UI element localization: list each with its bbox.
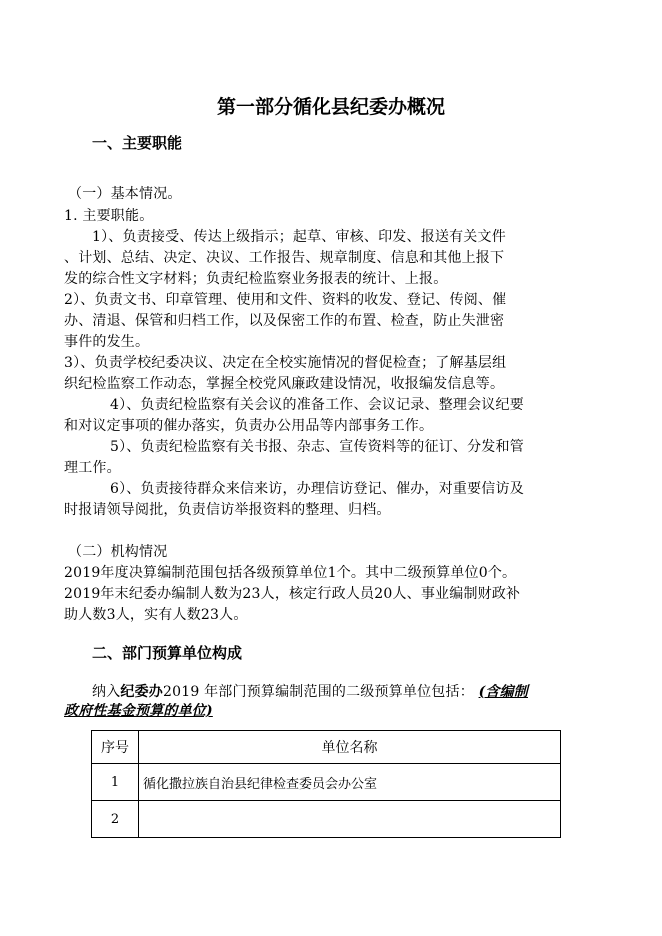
org-line-1: 2019年度决算编制范围包括各级预算单位1个。其中二级预算单位0个。 — [64, 565, 517, 581]
basic-info-heading: （一）基本情况。 — [68, 186, 182, 202]
intro-line-1 — [92, 681, 528, 701]
header-serial: 序号 — [92, 731, 139, 764]
table-row — [92, 801, 561, 838]
org-line-3: 助人数3人，实有人数23人。 — [64, 607, 248, 623]
duties-heading: 1. 主要职能。 — [64, 208, 154, 224]
table-header-row — [92, 731, 561, 764]
budget-units-table — [91, 730, 561, 838]
row-unit-name: 循化撒拉族自治县纪律检查委员会办公室 — [139, 764, 561, 801]
duty-2-line-2: 办、清退、保管和归档工作，以及保密工作的布置、检查，防止失泄密 — [64, 313, 505, 329]
intro-unit: 纪委办 — [120, 684, 164, 700]
duty-6-line-2: 时报请领导阅批，负责信访举报资料的整理、归档。 — [64, 502, 391, 518]
page-title: 第一部分循化县纪委办概况 — [216, 96, 445, 118]
intro-middle: 2019 年部门预算编制范围的二级预算单位包括： — [163, 684, 474, 700]
duty-4-line-1: 4）、负责纪检监察有关会议的准备工作、会议记录、整理会议纪要 — [110, 397, 524, 413]
duty-1-line-2: 、计划、总结、决定、决议、工作报告、规章制度、信息和其他上报下 — [64, 250, 505, 266]
table-row — [92, 764, 561, 801]
duty-6-line-1: 6）、负责接待群众来信来访，办理信访登记、催办，对重要信访及 — [110, 481, 524, 497]
duty-5-line-1: 5）、负责纪检监察有关书报、杂志、宣传资料等的征订、分发和管 — [110, 439, 524, 455]
row-serial: 1 — [92, 764, 139, 801]
duty-2-line-3: 事件的发生。 — [64, 334, 150, 350]
intro-note-start: (含编制 — [478, 684, 528, 700]
header-unit-name: 单位名称 — [139, 731, 561, 764]
duty-2-line-1: 2）、负责文书、印章管理、使用和文件、资料的收发、登记、传阅、催 — [64, 292, 507, 308]
duty-5-line-2: 理工作。 — [64, 460, 121, 476]
duty-1-line-3: 发的综合性文字材料；负责纪检监察业务报表的统计、上报。 — [64, 271, 448, 287]
duty-3-line-2: 织纪检监察工作动态，掌握全校党风廉政建设情况，收报编发信息等。 — [64, 376, 505, 392]
section-1-heading: 一、主要职能 — [92, 134, 183, 152]
row-serial: 2 — [92, 801, 139, 838]
intro-note-end: 政府性基金预算的单位) — [64, 703, 213, 719]
duty-1-line-1: 1）、负责接受、传达上级指示；起草、审核、印发、报送有关文件 — [92, 229, 506, 245]
section-2-heading: 二、部门预算单位构成 — [92, 644, 243, 662]
row-unit-name — [139, 801, 561, 838]
org-line-2: 2019年末纪委办编制人数为23人，核定行政人员20人、事业编制财政补 — [64, 586, 521, 602]
intro-prefix: 纳入 — [92, 684, 121, 700]
duty-4-line-2: 和对议定事项的催办落实，负责办公用品等内部事务工作。 — [64, 418, 434, 434]
duty-3-line-1: 3）、负责学校纪委决议、决定在全校实施情况的督促检查；了解基层组 — [64, 355, 507, 371]
org-heading: （二）机构情况 — [68, 544, 168, 560]
